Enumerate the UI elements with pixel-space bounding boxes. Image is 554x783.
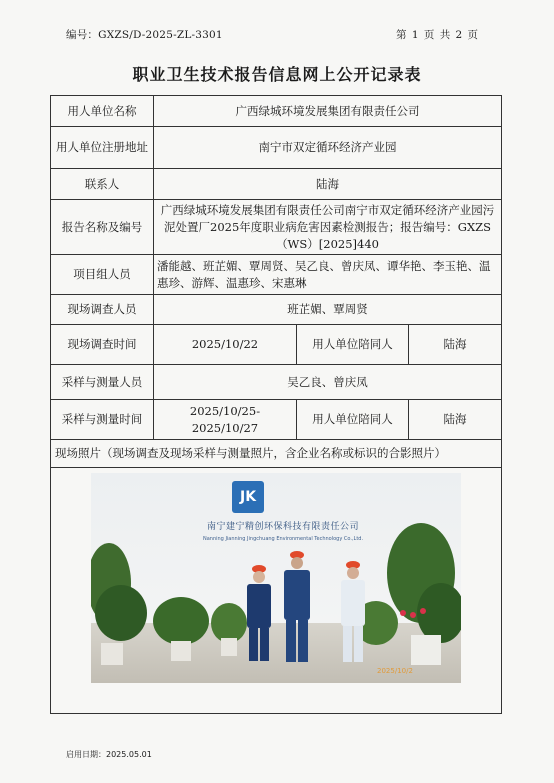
- site-time-label: 现场调查时间: [51, 325, 154, 365]
- sampling-staff-label: 采样与测量人员: [51, 365, 154, 400]
- company-sign-cn: 南宁建宁精创环保科技有限责任公司: [207, 522, 360, 532]
- site-staff-value: 班芷媚、覃周贤: [154, 295, 502, 325]
- site-photo: [91, 473, 461, 683]
- contact-value: 陆海: [154, 169, 502, 200]
- sampling-time-label: 采样与测量时间: [51, 400, 154, 440]
- company-sign-en: Nanning Jianning Jingchuang Environmental Technology Co.,Ltd.: [202, 536, 364, 542]
- report-value: 广西绿城环境发展集团有限责任公司南宁市双定循环经济产业园污泥处置厂2025年度职业病危害因素检测报告；报告编号：GXZS（WS）[2025]440: [154, 200, 502, 255]
- site-escort-value: 陆海: [409, 325, 502, 365]
- contact-label: 联系人: [51, 169, 154, 200]
- company-logo: JK: [232, 481, 264, 513]
- employer-name-value: 广西绿城环境发展集团有限责任公司: [154, 96, 502, 127]
- page-info: 第 1 页 共 2 页: [396, 29, 480, 41]
- employer-address-value: 南宁市双定循环经济产业园: [154, 127, 502, 169]
- document-title: 职业卫生技术报告信息网上公开记录表: [132, 65, 422, 84]
- employer-name-label: 用人单位名称: [51, 96, 154, 127]
- document-number: 编号：GXZS/D-2025-ZL-3301: [66, 29, 223, 41]
- plant-right: [354, 523, 461, 665]
- report-label: 报告名称及编号: [51, 200, 154, 255]
- effective-date: 启用日期：2025.05.01: [66, 750, 152, 759]
- worker-1: [247, 565, 271, 661]
- worker-3: [341, 561, 365, 662]
- photo-cell: [51, 468, 502, 714]
- photo-date-stamp: 2025/10/2: [377, 667, 413, 675]
- worker-2: [284, 551, 310, 662]
- team-value: 潘能越、班芷媚、覃周贤、吴乙良、曾庆凤、谭华艳、李玉艳、温惠珍、游辉、温惠珍、宋惠琳: [154, 255, 502, 295]
- employer-address-label: 用人单位注册地址: [51, 127, 154, 169]
- sampling-escort-label: 用人单位陪同人: [297, 400, 409, 440]
- plant-mid-left: [153, 597, 247, 661]
- site-time-value: 2025/10/22: [154, 325, 297, 365]
- sampling-time-value: 2025/10/25-2025/10/27: [154, 400, 297, 440]
- site-staff-label: 现场调查人员: [51, 295, 154, 325]
- site-escort-label: 用人单位陪同人: [297, 325, 409, 365]
- sampling-staff-value: 吴乙良、曾庆凤: [154, 365, 502, 400]
- sampling-escort-value: 陆海: [409, 400, 502, 440]
- plant-left: [91, 543, 147, 665]
- photo-scene: [91, 473, 461, 683]
- record-table: [50, 95, 502, 714]
- team-label: 项目组人员: [51, 255, 154, 295]
- photos-label: 现场照片（现场调查及现场采样与测量照片，含企业名称或标识的合影照片）: [51, 440, 502, 468]
